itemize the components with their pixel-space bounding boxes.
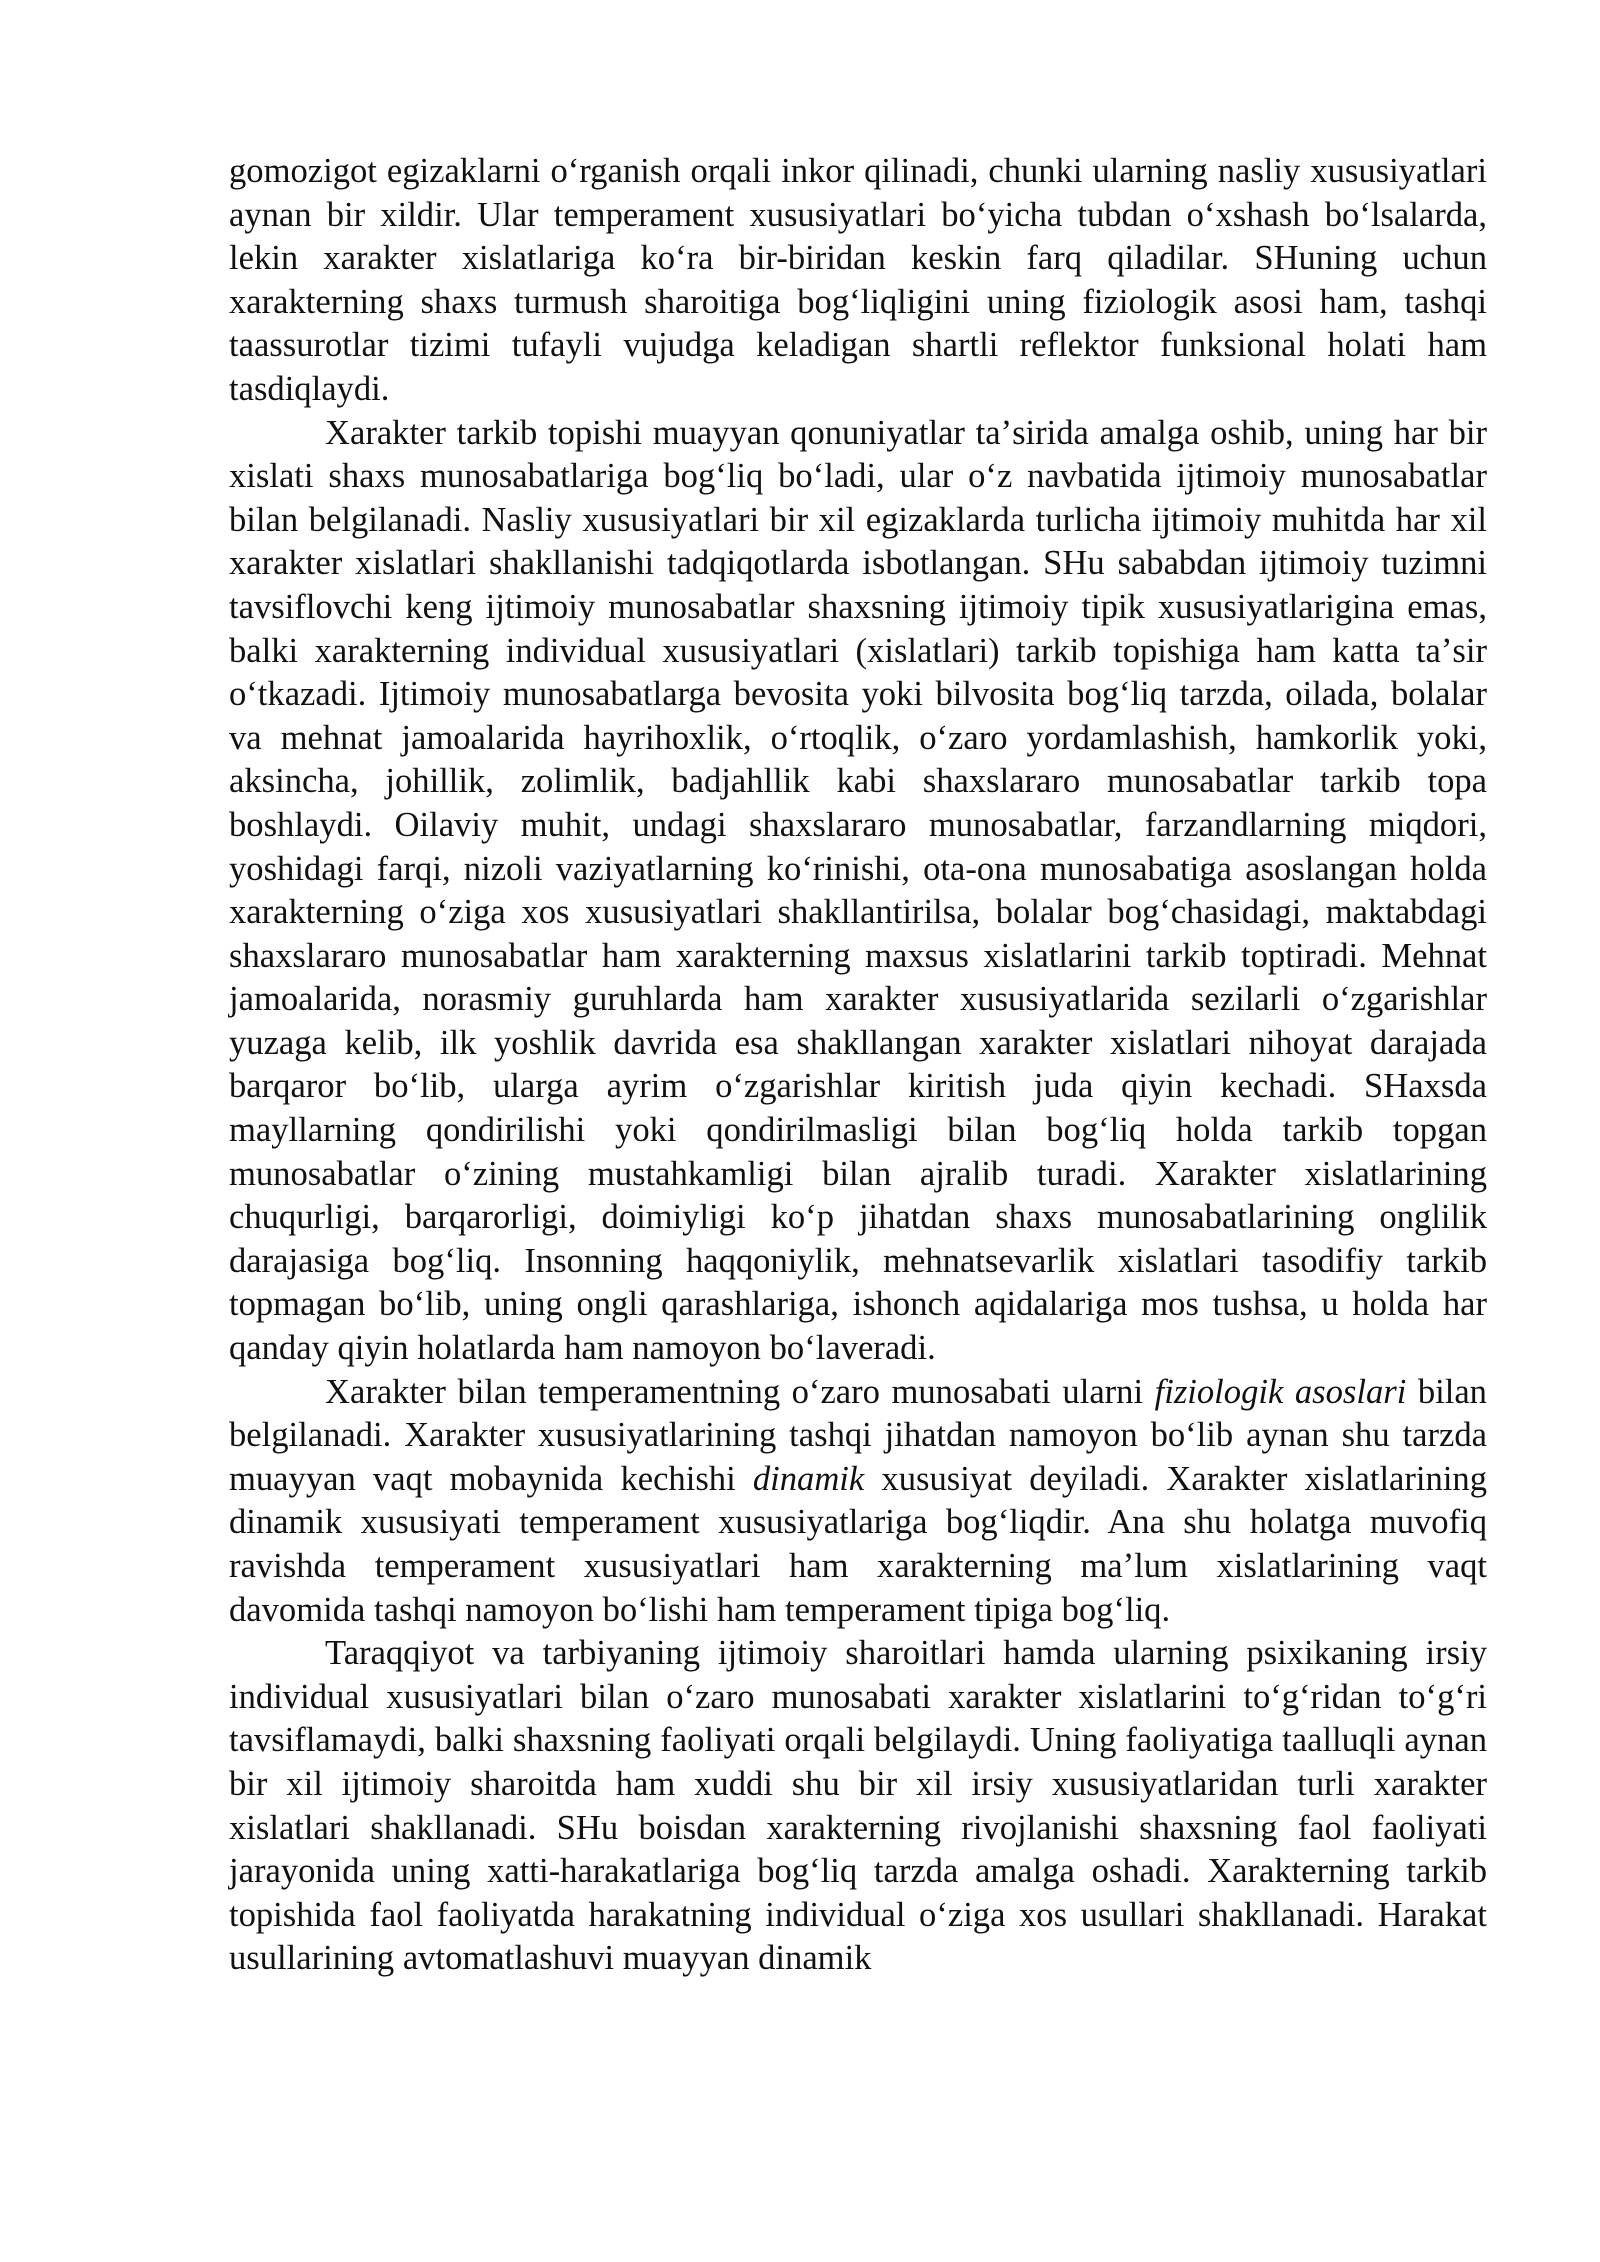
paragraph-4 bbox=[229, 1632, 1487, 1981]
paragraph-4-text: Taraqqiyot va tarbiyaning ijtimoiy sharoitlari hamda ularning psixikaning irsiy individual xususiyatlari bilan oʻzaro munosabati xarakter xislatlarini toʻgʻridan toʻgʻri tavsiflamaydi, balki shaxsning faoliyati orqali belgilaydi. Uning faoliyatiga taalluqli aynan bir xil ijtimoiy sharoitda ham xuddi shu bir xil irsiy xususiyatlaridan turli xarakter xislatlari shakllanadi. SHu boisdan xarakterning rivojlanishi shaxsning faol faoliyati jarayonida uning xatti-harakatlariga bogʻliq tarzda amalga oshadi. Xarakterning tarkib topishida faol faoliyatda harakatning individual oʻziga xos usullari shakllanadi. Harakat usullarining avtomatlashuvi muayyan dinamik bbox=[229, 1634, 1487, 1978]
paragraph-2 bbox=[229, 412, 1487, 1371]
paragraph-3-text-a: Xarakter bilan temperamentning oʻzaro munosabati ularni bbox=[325, 1372, 1155, 1411]
paragraph-3-emphasis-dinamik: dinamik bbox=[752, 1459, 865, 1498]
paragraph-2-text: Xarakter tarkib topishi muayyan qonuniyatlar taʼsirida amalga oshib, uning har bir xislati shaxs munosabatlariga bogʻliq boʻladi, ular oʻz navbatida ijtimoiy munosabatlar bilan belgilanadi. Nasliy xususiyatlari bir xil egizaklarda turlicha ijtimoiy muhitda har xil xarakter xislatlari shakllanishi tadqiqotlarda isbotlangan. SHu sababdan ijtimoiy tuzimni tavsiflovchi keng ijtimoiy munosabatlar shaxsning ijtimoiy tipik xususiyatlarigina emas, balki xarakterning individual xususiyatlari (xislatlari) tarkib topishiga ham katta taʼsir oʻtkazadi. Ijtimoiy munosabatlarga bevosita yoki bilvosita bogʻliq tarzda, oilada, bolalar va mehnat jamoalarida hayrihoxlik, oʻrtoqlik, oʻzaro yordamlashish, hamkorlik yoki, aksincha, johillik, zolimlik, badjahllik kabi shaxslararo munosabatlar tarkib topa boshlaydi. Oilaviy muhit, undagi shaxslararo munosabatlar, farzandlarning miqdori, yoshidagi farqi, nizoli vaziyatlarning koʻrinishi, ota-ona munosabatiga asoslangan holda xarakterning oʻziga xos xususiyatlari shakllantirilsa, bolalar bogʻchasidagi, maktabdagi shaxslararo munosabatlar ham xarakterning maxsus xislatlarini tarkib toptiradi. Mehnat jamoalarida, norasmiy guruhlarda ham xarakter xususiyatlarida sezilarli oʻzgarishlar yuzaga kelib, ilk yoshlik davrida esa shakllangan xarakter xislatlari nihoyat darajada barqaror boʻlib, ularga ayrim oʻzgarishlar kiritish juda qiyin kechadi. SHaxsda mayllarning qondirilishi yoki qondirilmasligi bilan bogʻliq holda tarkib topgan munosabatlar oʻzining mustahkamligi bilan ajralib turadi. Xarakter xislatlarining chuqurligi, barqarorligi, doimiyligi koʻp jihatdan shaxs munosabatlarining onglilik darajasiga bogʻliq. Insonning haqqoniylik, mehnatsevarlik xislatlari tasodifiy tarkib topmagan boʻlib, uning ongli qarashlariga, ishonch aqidalariga mos tushsa, u holda har qanday qiyin holatlarda ham namoyon boʻlaveradi. bbox=[229, 413, 1487, 1368]
body-text bbox=[229, 150, 1487, 1981]
paragraph-1 bbox=[229, 150, 1487, 412]
paragraph-3-emphasis-fiziologik-asoslari: fiziologik asoslari bbox=[1154, 1372, 1407, 1411]
paragraph-3-text-b: bilan belgilanadi. Xarakter xususiyatlarining tashqi jihatdan namoyon boʻlib aynan shu tarzda muayyan vaqt mobaynida kechishi bbox=[229, 1372, 1487, 1498]
paragraph-3 bbox=[229, 1371, 1487, 1633]
paragraph-3-text-c: xususiyat deyiladi. Xarakter xislatlarining dinamik xususiyati temperament xususiyatlariga bogʻliqdir. Ana shu holatga muvofiq ravishda temperament xususiyatlari ham xarakterning maʼlum xislatlarining vaqt davomida tashqi namoyon boʻlishi ham temperament tipiga bogʻliq. bbox=[229, 1459, 1487, 1629]
paragraph-1-text: gomozigot egizaklarni oʻrganish orqali inkor qilinadi, chunki ularning nasliy xususiyatlari aynan bir xildir. Ular temperament xususiyatlari boʻyicha tubdan oʻxshash boʻlsalarda, lekin xarakter xislatlariga koʻra bir-biridan keskin farq qiladilar. SHuning uchun xarakterning shaxs turmush sharoitiga bogʻliqligini uning fiziologik asosi ham, tashqi taassurotlar tizimi tufayli vujudga keladigan shartli reflektor funksional holati ham tasdiqlaydi. bbox=[229, 152, 1487, 408]
